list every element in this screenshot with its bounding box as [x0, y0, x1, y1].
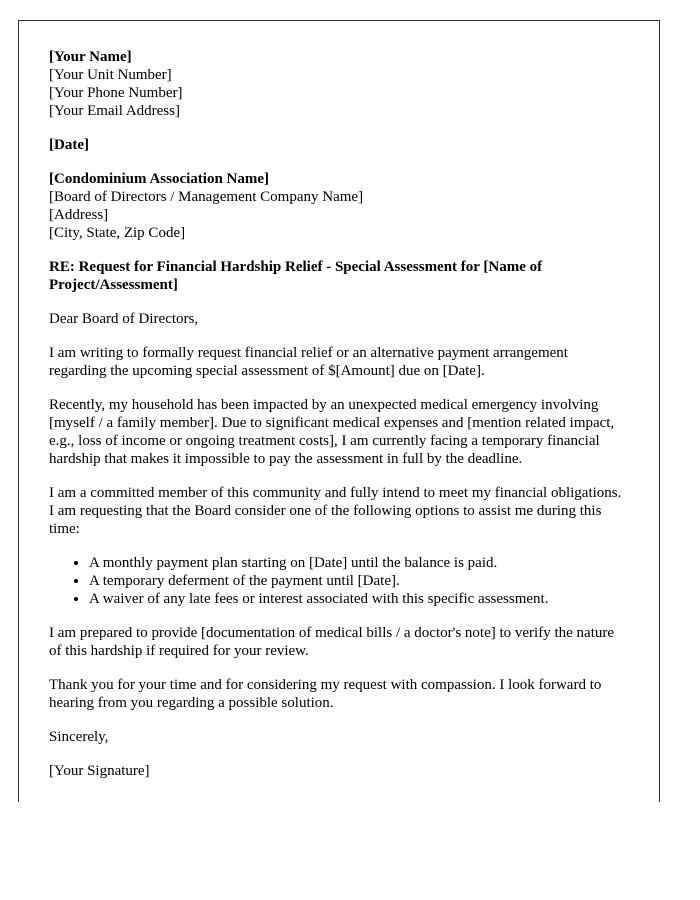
recipient-association: [Condominium Association Name] [49, 171, 270, 187]
signature: [Your Signature] [49, 763, 150, 779]
list-item: • A monthly payment plan starting on [Date] until the balance is paid. [89, 554, 629, 572]
list-item: • A waiver of any late fees or interest associated with this specific assessment. [89, 590, 629, 608]
body-paragraph-3: I am a committed member of this community and fully intend to meet my financial obligations. I am requesting that the Board consider one of the following options to assist me during this time: [49, 485, 622, 537]
body-paragraph-2: Recently, my household has been impacted by an unexpected medical emergency involving [myself / a family member]. Due to significant medical expenses and [mention related impact, e.g., loss of income or ongoing treatment costs], I am currently facing a temporary financial hardship that makes it impossible to pay the assessment in full by the deadline. [49, 397, 615, 467]
recipient-address: [Address] [49, 207, 109, 223]
body-paragraph-1: I am writing to formally request financial relief or an alternative payment arrangement regarding the upcoming special assessment of $[Amount] due on [Date]. [49, 345, 568, 379]
options-list [49, 554, 629, 608]
sender-phone: [Your Phone Number] [49, 85, 183, 101]
date-block [49, 136, 629, 154]
salutation: Dear Board of Directors, [49, 311, 199, 327]
subject-line: RE: Request for Financial Hardship Relief - Special Assessment for [Name of Project/Assessment] [49, 259, 543, 293]
list-item: • A temporary deferment of the payment until [Date]. [89, 572, 629, 590]
sender-name: [Your Name] [49, 49, 132, 65]
closing-paragraph-1: I am prepared to provide [documentation of medical bills / a doctor's note] to verify the nature of this hardship if required for your review. [49, 625, 615, 659]
recipient-board: [Board of Directors / Management Company Name] [49, 189, 364, 205]
recipient-block [49, 170, 629, 242]
recipient-city: [City, State, Zip Code] [49, 225, 186, 241]
letter-page [18, 20, 660, 802]
signoff: Sincerely, [49, 729, 109, 745]
sender-unit: [Your Unit Number] [49, 67, 172, 83]
closing-paragraph-2: Thank you for your time and for considering my request with compassion. I look forward to hearing from you regarding a possible solution. [49, 677, 602, 711]
letter-date: [Date] [49, 137, 89, 153]
sender-email: [Your Email Address] [49, 103, 180, 119]
sender-block [49, 48, 629, 120]
